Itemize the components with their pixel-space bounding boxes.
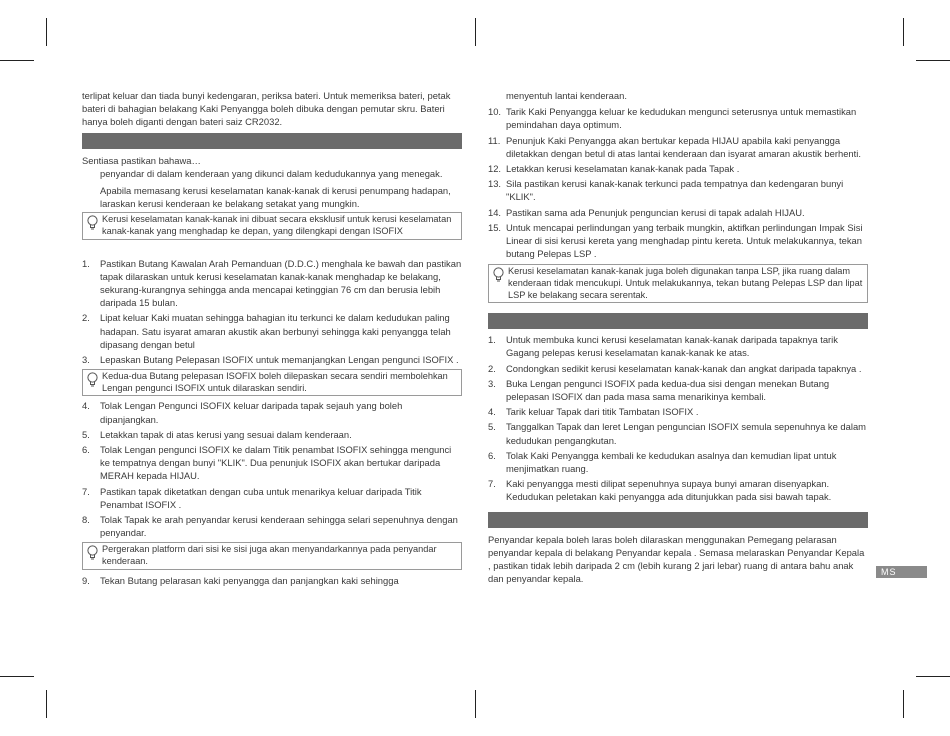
step-text: Lipat keluar Kaki muatan sehingga bahagian itu terkunci ke dalam kedudukan paling hadapan. Satu isyarat amaran akustik akan berbunyi sehingga kaki penyangga telah dipasang dengan betul bbox=[100, 312, 451, 350]
step-text: Letakkan tapak di atas kerusi yang sesuai dalam kenderaan. bbox=[100, 428, 352, 440]
step-number: 6. bbox=[488, 449, 496, 461]
list-item bbox=[488, 362, 868, 375]
lead-text: Sentiasa pastikan bahawa… bbox=[82, 154, 201, 166]
crop-mark bbox=[916, 676, 950, 677]
step-text: Tanggalkan Tapak dan leret Lengan penguncian ISOFIX semula sepenuhnya ke dalam kedudukan pengangkutan. bbox=[506, 421, 866, 446]
crop-mark bbox=[46, 690, 47, 718]
step-text: Buka Lengan pengunci ISOFIX pada kedua-dua sisi dengan menekan Butang pelepasan ISOFIX dan pada masa sama menarikinya kembali. bbox=[506, 377, 830, 403]
step-number: 5. bbox=[82, 428, 90, 440]
headrest-paragraph: Penyandar kepala boleh laras boleh dilaraskan menggunakan Pemegang pelarasan penyandar kepala di belakang Penyandar kepala . Semasa melaraskan Penyandar Kepala , pastikan tidak lebih daripada 2 cm (lebih kurang 2 jari lebar) ruang di antara bahu anak dan penyandar kepala. bbox=[488, 533, 865, 585]
note-text: Kerusi keselamatan kanak-kanak juga boleh digunakan tanpa LSP, jika ruang dalam kenderaan tidak mencukupi. Untuk melakukannya, tekan butang Pelepas LSP dan lipat LSP ke belakang secara serentak. bbox=[508, 266, 863, 300]
step-number: 9. bbox=[82, 574, 90, 586]
step-number: 1. bbox=[488, 334, 496, 346]
crop-mark bbox=[903, 18, 904, 46]
list-item bbox=[488, 333, 868, 359]
step-text: Tolak Tapak ke arah penyandar kerusi kenderaan sehingga selari sepenuhnya dengan penyandar. bbox=[100, 514, 458, 539]
step-text: Tolak Lengan Pengunci ISOFIX keluar daripada tapak sejauh yang boleh dipanjangkan. bbox=[100, 400, 403, 425]
section-header-bar bbox=[82, 133, 462, 149]
step-number: 14. bbox=[488, 206, 502, 218]
step-text: Penunjuk Kaki Penyangga akan bertukar kepada HIJAU apabila kaki penyangga diletakkan dengan betul di atas lantai kenderaan dan isyarat amaran akustik berhenti. bbox=[506, 134, 861, 159]
list-item bbox=[82, 311, 462, 351]
crop-mark bbox=[0, 60, 34, 61]
list-item bbox=[488, 206, 868, 219]
step-number: 6. bbox=[82, 444, 90, 456]
lightbulb-icon bbox=[86, 372, 99, 387]
step-number: 10. bbox=[488, 106, 502, 118]
step-number: 4. bbox=[488, 406, 496, 418]
step-text: Tekan Butang pelarasan kaki penyangga dan panjangkan kaki sehingga bbox=[100, 574, 399, 586]
section-header-bar bbox=[488, 512, 868, 528]
step-number: 1. bbox=[82, 257, 90, 269]
step-text: Kaki penyangga mesti dilipat sepenuhnya supaya bunyi amaran disenyapkan. Kedudukan peletakan kaki penyangga ada ditunjukkan pada sisi bawah tapak. bbox=[506, 478, 832, 503]
step-number: 3. bbox=[488, 377, 496, 389]
step-text: Pastikan Butang Kawalan Arah Pemanduan (D.D.C.) menghala ke bawah dan pastikan tapak dilaraskan untuk kerusi keselamatan kanak-kanak menghadap ke belakang, sekurang-kurangnya sehingga anda mencapai ketinggian 76 cm dan berusia lebih daripada 15 bulan. bbox=[100, 257, 462, 309]
language-tab: MS bbox=[876, 566, 927, 578]
step-text: Untuk mencapai perlindungan yang terbaik mungkin, aktifkan perlindungan Impak Sisi Linear di sisi kerusi kereta yang menghadap pintu kereta. Untuk melakukannya, tekan butang Pelepas LSP . bbox=[506, 221, 863, 260]
step-text: Letakkan kerusi keselamatan kanak-kanak pada Tapak . bbox=[506, 163, 740, 175]
note-box bbox=[82, 369, 462, 396]
list-item bbox=[82, 428, 462, 441]
list-item bbox=[82, 574, 462, 587]
list-item bbox=[82, 399, 462, 425]
note-text: Kedua-dua Butang pelepasan ISOFIX boleh dilepaskan secara sendiri membolehkan Lengan pengunci ISOFIX untuk dilaraskan sendiri. bbox=[102, 371, 448, 393]
list-item bbox=[488, 177, 868, 203]
note-text: Kerusi keselamatan kanak-kanak ini dibuat secara eksklusif untuk kerusi keselamatan kanak-kanak yang menghadap ke depan, yang dilengkapi dengan ISOFIX bbox=[102, 214, 452, 237]
crop-mark bbox=[46, 18, 47, 46]
step-text: Untuk membuka kunci kerusi keselamatan kanak-kanak daripada tapaknya tarik Gagang pelepas kerusi keselamatan kanak-kanak ke atas. bbox=[506, 334, 838, 359]
note-box bbox=[488, 264, 868, 303]
step-text: Tarik Kaki Penyangga keluar ke kedudukan mengunci seterusnya untuk memastikan pemindahan daya optimum. bbox=[506, 106, 857, 131]
step-number: 12. bbox=[488, 163, 502, 175]
list-item bbox=[488, 162, 868, 175]
list-item bbox=[488, 449, 868, 475]
install-steps-list bbox=[488, 105, 868, 260]
crop-mark bbox=[903, 690, 904, 718]
step-text: Pastikan sama ada Penunjuk penguncian kerusi di tapak adalah HIJAU. bbox=[506, 206, 805, 218]
left-column bbox=[82, 89, 462, 587]
step-number: 4. bbox=[82, 400, 90, 412]
step-number: 3. bbox=[82, 354, 90, 366]
crop-mark bbox=[475, 18, 476, 46]
list-item bbox=[82, 353, 462, 366]
step-number: 13. bbox=[488, 178, 502, 190]
crop-mark bbox=[0, 676, 34, 677]
note-box bbox=[82, 212, 462, 239]
list-item bbox=[488, 221, 868, 261]
removal-steps-list bbox=[488, 333, 868, 503]
step-text: Sila pastikan kerusi kanak-kanak terkunci pada tempatnya dan kedengaran bunyi "KLIK". bbox=[506, 178, 844, 203]
list-item bbox=[488, 420, 868, 446]
install-steps-list bbox=[82, 399, 462, 539]
crop-mark bbox=[475, 690, 476, 718]
step-number: 11. bbox=[488, 134, 501, 146]
step-text: Tarik keluar Tapak dari titik Tambatan ISOFIX . bbox=[506, 406, 699, 418]
list-item bbox=[488, 377, 868, 403]
lightbulb-icon bbox=[86, 545, 99, 560]
step-number: 7. bbox=[488, 478, 496, 490]
step-number: 2. bbox=[82, 312, 90, 324]
step-text: Pastikan tapak diketatkan dengan cuba untuk menarikya keluar daripada Titik Penambat ISOFIX . bbox=[100, 485, 422, 510]
note-box bbox=[82, 542, 462, 569]
step-text: Condongkan sedikit kerusi keselamatan kanak-kanak dan angkat daripada tapaknya . bbox=[506, 362, 862, 374]
right-column bbox=[488, 89, 868, 585]
step-number: 2. bbox=[488, 362, 496, 374]
list-item bbox=[82, 443, 462, 483]
crop-mark bbox=[916, 60, 950, 61]
list-item bbox=[82, 257, 462, 310]
install-steps-list bbox=[82, 574, 462, 587]
lightbulb-icon bbox=[86, 215, 99, 230]
step-number: 15. bbox=[488, 221, 502, 233]
list-item bbox=[82, 513, 462, 539]
install-steps-list bbox=[82, 257, 462, 367]
step-number: 8. bbox=[82, 514, 90, 526]
lightbulb-icon bbox=[492, 267, 505, 282]
list-item bbox=[488, 477, 868, 503]
list-item bbox=[488, 105, 868, 131]
step-text: Tolak Lengan pengunci ISOFIX ke dalam Titik penambat ISOFIX sehingga mengunci ke tempatnya dengan bunyi "KLIK". Dua penunjuk ISOFIX akan bertukar daripada MERAH kepada HIJAU. bbox=[100, 444, 452, 482]
bullet-paragraph: Apabila memasang kerusi keselamatan kanak-kanak di kerusi penumpang hadapan, laraskan kerusi kenderaan ke belakang setakat yang mungkin. bbox=[100, 185, 451, 210]
bullet-paragraph: penyandar di dalam kenderaan yang dikunci dalam kedudukannya yang menegak. bbox=[100, 167, 443, 179]
step-number: 5. bbox=[488, 421, 496, 433]
step-number: 7. bbox=[82, 485, 90, 497]
list-item bbox=[82, 485, 462, 511]
step-text: Lepaskan Butang Pelepasan ISOFIX untuk memanjangkan Lengan pengunci ISOFIX . bbox=[100, 354, 459, 366]
note-text: Pergerakan platform dari sisi ke sisi juga akan menyandarkannya pada penyandar kenderaan. bbox=[102, 544, 437, 567]
list-item bbox=[488, 134, 868, 160]
section-header-bar bbox=[488, 313, 868, 329]
step-text: Tolak Kaki Penyangga kembali ke kedudukan asalnya dan kemudian lipat untuk menjimatkan ruang. bbox=[506, 449, 837, 475]
list-item bbox=[488, 405, 868, 418]
continued-text: menyentuh lantai kenderaan. bbox=[506, 90, 627, 101]
intro-paragraph: terlipat keluar dan tiada bunyi kedengaran, periksa bateri. Untuk memeriksa bateri, petak bateri di bahagian belakang Kaki Penyangga boleh dibuka dengan pemutar skru. Bateri hanya boleh diganti dengan bateri saiz CR2032. bbox=[82, 90, 451, 128]
